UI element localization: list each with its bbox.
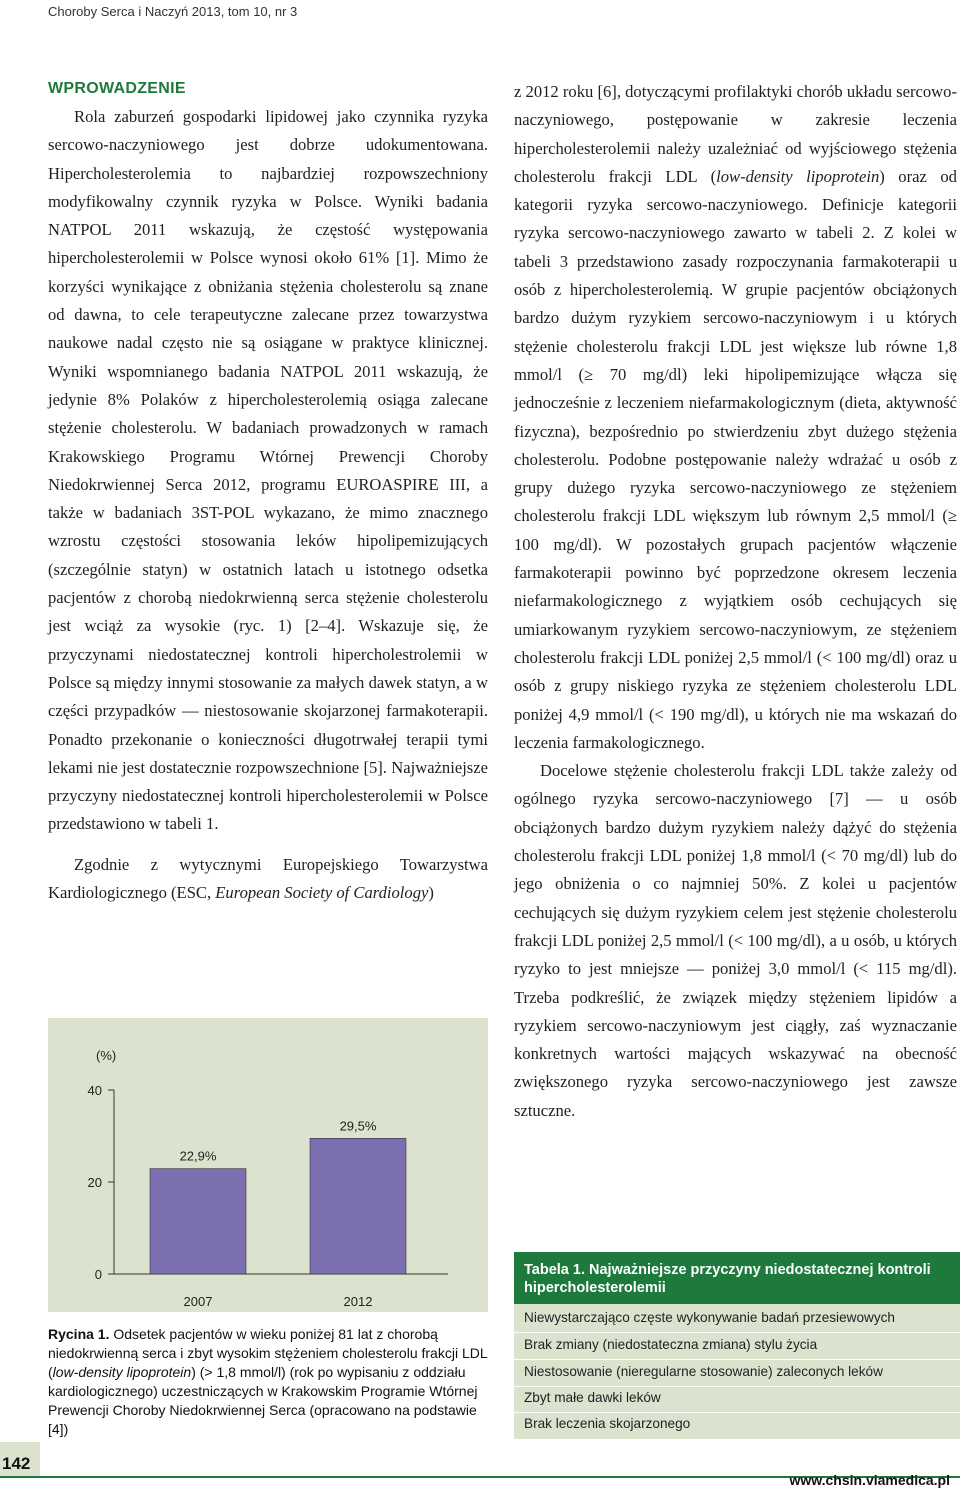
table-header [514, 1252, 960, 1304]
bar-2012 [310, 1138, 406, 1274]
table-row: Niewystarczająco częste wykonywanie badań przesiewowych [524, 1310, 895, 1325]
table-row: Brak zmiany (niedostateczna zmiana) stylu życia [524, 1337, 818, 1352]
figure-caption [48, 1325, 488, 1439]
table-row: Niestosowanie (nieregularne stosowanie) zaleconych leków [524, 1364, 883, 1379]
table-row-divider [514, 1412, 960, 1413]
y-tick-label: 0 [94, 1267, 102, 1282]
right-column [514, 78, 957, 1125]
section-heading: WPROWADZENIE [48, 80, 186, 97]
bar-chart [48, 1018, 488, 1312]
y-tick-label: 20 [87, 1175, 102, 1190]
table-row-divider [514, 1359, 960, 1360]
caption-text-b: ) (> 1,8 mmol/l) (rok po wypisaniu z oddziału kardiologicznego) uczestniczących w Krakowskim Programie Wtórnej Prewencji Choroby Niedokrwiennej Serca (opracowano na podstawie [4]) [48, 1364, 478, 1437]
table-row: Zbyt małe dawki leków [524, 1390, 661, 1405]
left-p2-text-b: ) [428, 883, 434, 903]
right-paragraph-1 [514, 78, 957, 757]
right-p1-text-a: z 2012 roku [6], dotyczącymi profilaktyki chorób układu sercowo-naczyniowego, postępowanie w zakresie leczenia hipercholesterolemii należy uzależniać od wyjściowego stężenia cholesterolu frakcji LDL ( [514, 82, 957, 186]
bar-data-label: 22,9% [179, 1148, 217, 1164]
left-paragraph-1: Rola zaburzeń gospodarki lipidowej jako czynnika ryzyka sercowo-naczyniowego jest dobrze udokumentowana. Hipercholesterolemia to najbardziej rozpowszechniony modyfikowalny czynnik ryzyka w Polsce. Wyniki badania NATPOL 2011 wskazują, że częstość występowania hipercholesterolemii w Polsce wynosi około 61% [1]. Mimo że korzyści wynikające z obniżania stężenia cholesterolu są znane od dawna, to cele terapeutyczne zalecane przez towarzystwa naukowe nadal często nie są osiągane w praktyce klinicznej. Wyniki wspomnianego badania NATPOL 2011 wskazują, że jedynie 8% Polaków z hipercholesterolemią osiąga zalecane stężenie cholesterolu. W badaniach prowadzonych w ramach Krakowskiego Programu Wtórnej Prewencji Choroby Niedokrwiennej Serca 2012, programu EUROASPIRE III, a także w badaniach 3ST-POL wykazano, że mimo znacznego wzrostu częstości stosowania leków hipolipemizujących (szczególnie statyn) w ostatnich latach u istotnego odsetka pacjentów z chorobą niedokrwienną serca stężenie cholesterolu jest wciąż za wysokie (ryc. 1) [2–4]. Wskazuje się, że przyczynami niedostatecznej kontroli hipercholestrolemii w Polsce są między innymi stosowanie za małych dawek statyn, a w części przypadków — niestosowanie skojarzonej farmakoterapii. Ponadto przekonanie o konieczności długotrwałej terapii tymi lekami nie jest dostatecznie rozpowszechnione [5]. Najważniejsze przyczyny niedostatecznej kontroli hipercholesterolemii w Polsce przedstawiono w tabeli 1. [48, 107, 488, 834]
left-paragraph-2 [48, 851, 488, 908]
footer-url: www.chsin.viamedica.pl [789, 1472, 950, 1488]
running-head: Choroby Serca i Naczyń 2013, tom 10, nr 3 [48, 4, 298, 19]
left-p2-italic: European Society of Cardiology [215, 883, 429, 903]
x-category-label: 2007 [183, 1294, 213, 1309]
y-axis-label: (%) [96, 1048, 117, 1063]
table-row-divider [514, 1386, 960, 1387]
table-row-divider [514, 1332, 960, 1333]
page-number: 142 [2, 1454, 31, 1473]
table-title: Tabela 1. Najważniejsze przyczyny niedostatecznej kontroli hipercholesterolemii [524, 1262, 931, 1296]
x-category-label: 2012 [343, 1294, 373, 1309]
left-column [48, 103, 488, 907]
table-1 [514, 1252, 960, 1439]
right-paragraph-2: Docelowe stężenie cholesterolu frakcji LDL także zależy od ogólnego ryzyka sercowo-naczyniowego [7] — u osób obciążonych bardzo dużym ryzykiem należy dążyć do stężenia cholesterolu frakcji LDL poniżej 1,8 mmol/l (< 70 mg/dl) lub do jego obniżenia o co najmniej 50%. Z kolei u pacjentów cechujących się dużym ryzykiem celem jest stężenie cholesterolu frakcji LDL poniżej 2,5 mmol/l (< 100 mg/dl), a u osób, u których ryzyko to jest mniejsze — poniżej 3,0 mmol/l (< 115 mg/dl). Trzeba podkreślić, że związek między stężeniem lipidów a ryzykiem sercowo-naczyniowym jest ciągły, zaś wyznaczanie konkretnych wartości mających wskazywać na obecność zwiększonego ryzyka sercowo-naczyniowego jest zawsze sztuczne. [514, 761, 957, 1120]
right-p1-italic: low-density lipoprotein [716, 166, 880, 186]
bar-data-label: 29,5% [339, 1118, 377, 1134]
y-tick-label: 40 [87, 1083, 102, 1098]
caption-label: Rycina 1. [48, 1326, 110, 1342]
left-p2-text-a: Zgodnie z wytycznymi Europejskiego Towarzystwa Kardiologicznego (ESC, [48, 854, 488, 903]
right-p1-text-b: ) oraz od kategorii ryzyka sercowo-naczyniowego. Definicje kategorii ryzyka sercowo-naczyniowego zawarto w tabeli 2. Z kolei w tabeli 3 przedstawiono zasady rozpoczynania farmakoterapii u osób z hipercholesterolemią. W grupie pacjentów obciążonych bardzo dużym ryzykiem sercowo-naczyniowym i u których stężenie cholesterolu frakcji LDL jest większe lub równe 1,8 mmol/l (≥ 70 mg/dl) leki hipolipemizujące włącza się jednocześnie z leczeniem niefarmakologicznym (dieta, aktywność fizyczna), bezpośrednio po stwierdzeniu zbyt dużego stężenia cholesterolu. Podobne postępowanie należy wdrażać u osób z grupy dużego ryzyka sercowo-naczyniowego ze stężeniem cholesterolu frakcji LDL większym lub równym 2,5 mmol/l (≥ 100 mg/dl). W pozostałych grupach pacjentów włączenie farmakoterapii powinno być poprzedzone okresem leczenia niefarmakologicznego z wyjątkiem osób cechujących się umiarkowanym ryzykiem sercowo-naczyniowym, ze stężeniem cholesterolu frakcji LDL poniżej 2,5 mmol/l (< 100 mg/dl) oraz u osób z grupy niskiego ryzyka ze stężeniem cholesterolu LDL poniżej 4,9 mmol/l (< 190 mg/dl), u których nie ma wskazań do leczenia farmakologicznego. [514, 166, 957, 752]
caption-text-a: Odsetek pacjentów w wieku poniżej 81 lat z chorobą niedokrwienną serca i zbyt wysokim stężeniem cholesterolu frakcji LDL ( [48, 1326, 488, 1380]
figure-chart-panel [48, 1018, 488, 1312]
caption-italic: low-density lipoprotein [52, 1364, 192, 1380]
bar-2007 [150, 1169, 246, 1274]
table-row: Brak leczenia skojarzonego [524, 1416, 691, 1431]
